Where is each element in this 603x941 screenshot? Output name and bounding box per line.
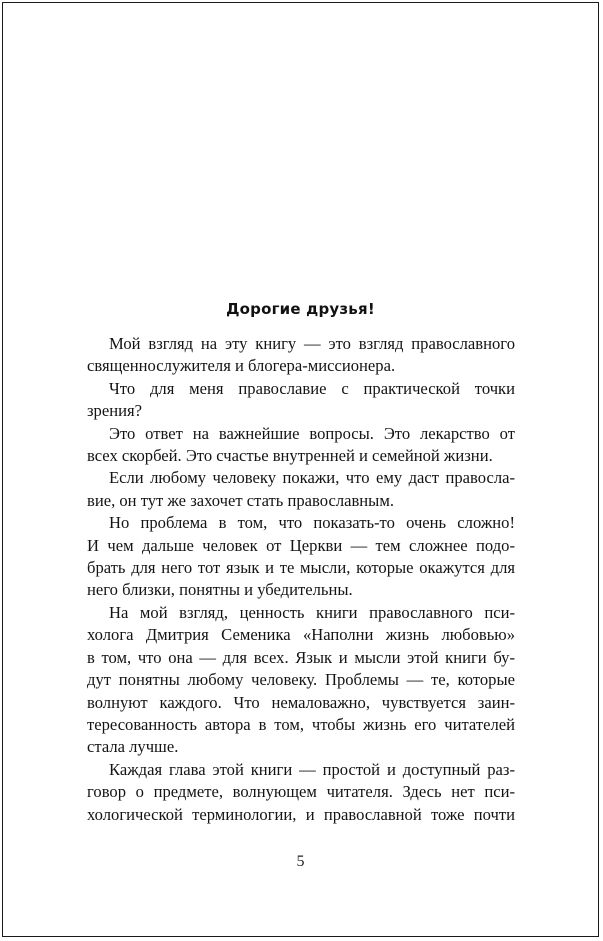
text-line: Каждая глава этой книги — простой и доступный раз- [109, 759, 515, 779]
text-line: Это ответ на важнейшие вопросы. Это лекарство от [109, 423, 515, 443]
paragraph [87, 378, 515, 423]
text-line: тересованность автора в том, чтобы жизнь его читателей [87, 714, 515, 734]
text-line: волнуют каждого. Что немаловажно, чувствуется заин- [87, 692, 515, 712]
page-heading: Дорогие друзья! [226, 300, 375, 318]
text-line: И чем дальше человек от Церкви — тем сложнее подо- [87, 535, 515, 555]
text-line: всех скорбей. Это счастье внутренней и семейной жизни. [87, 446, 493, 466]
text-line: Но проблема в том, что показать-то очень сложно! [109, 513, 515, 533]
text-line: священнослужителя и блогера-миссионера. [87, 356, 396, 376]
book-page [2, 2, 599, 937]
text-line: зрения? [87, 401, 142, 421]
body-text [87, 333, 515, 826]
paragraph [87, 512, 515, 602]
text-line: в том, что она — для всех. Язык и мысли этой книги бу- [87, 647, 515, 667]
text-line: дут понятны любому человеку. Проблемы — те, которые [87, 670, 515, 690]
text-line: холога Дмитрия Семеника «Наполни жизнь любовью» [87, 625, 515, 645]
text-line: На мой взгляд, ценность книги православного пси- [109, 602, 515, 622]
text-line: него близки, понятны и убедительны. [87, 580, 353, 600]
text-line: хологической терминологии, и православной тоже почти [87, 804, 515, 824]
page-number: 5 [296, 853, 305, 870]
text-line: стала лучше. [87, 737, 179, 757]
text-line: Мой взгляд на эту книгу — это взгляд православного [109, 334, 515, 353]
text-line: Если любому человеку покажи, что ему даст правосла- [109, 468, 515, 488]
paragraph [87, 333, 515, 378]
text-line: брать для него тот язык и те мысли, которые окажутся для [87, 558, 515, 578]
paragraph [87, 423, 515, 468]
paragraph [87, 759, 515, 826]
paragraph [87, 602, 515, 759]
text-line: Что для меня православие с практической точки [109, 378, 515, 398]
text-line: вие, он тут же захочет стать православным. [87, 490, 394, 510]
paragraph [87, 467, 515, 512]
text-line: говор о предмете, волнующем читателя. Здесь нет пси- [87, 782, 515, 802]
